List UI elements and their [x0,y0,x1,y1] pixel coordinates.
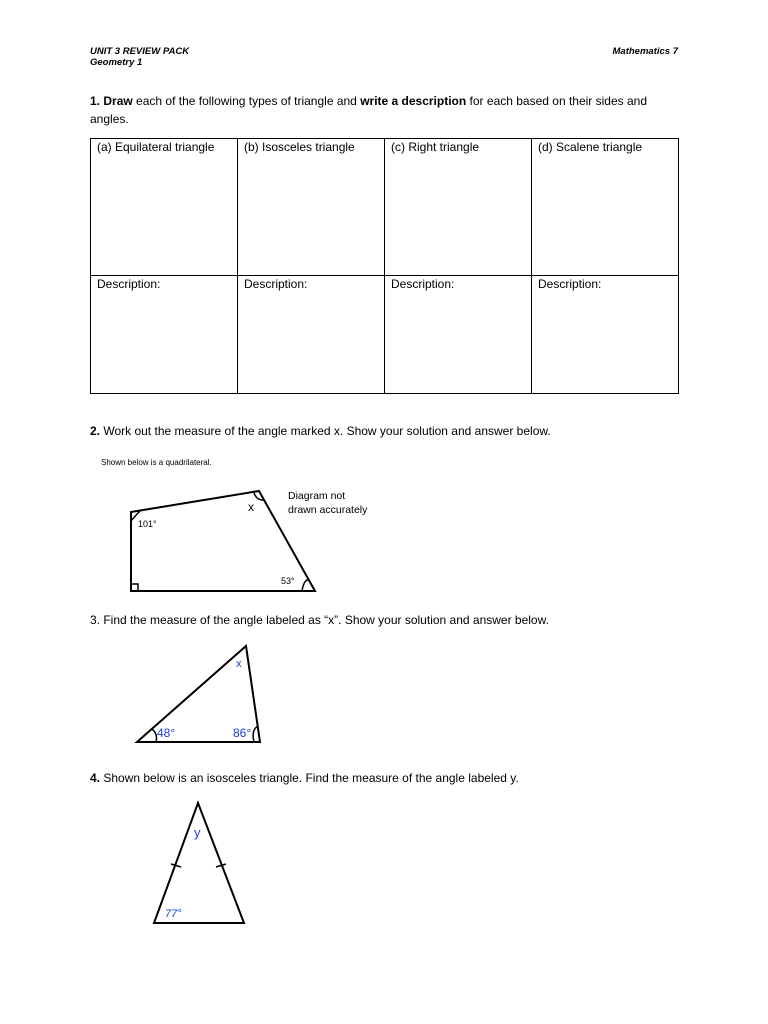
table-row-description [91,276,679,394]
pack-title: UNIT 3 REVIEW PACK [90,46,190,57]
drawing-cell-right[interactable]: (c) Right triangle [385,139,532,276]
document-header [90,46,189,68]
description-cell-isosceles[interactable]: Description: [238,276,385,394]
q2-number: 2. [90,424,101,438]
table-row-drawing [91,139,679,276]
quadrilateral-figure [90,450,390,600]
pack-subtitle: Geometry 1 [90,57,143,68]
drawing-cell-isosceles[interactable]: (b) Isosceles triangle [238,139,385,276]
diagram-note-line2: drawn accurately [288,504,368,516]
right-angle-mark [131,584,138,591]
figure-caption: Shown below is a quadrilateral. [101,458,212,467]
drawing-cell-equilateral[interactable]: (a) Equilateral triangle [91,139,238,276]
drawing-cell-scalene[interactable]: (d) Scalene triangle [532,139,679,276]
description-cell-equilateral[interactable]: Description: [91,276,238,394]
angle-label-48: 48° [157,726,176,740]
diagram-note-line1: Diagram not [288,490,346,502]
q1-bold-draw: Draw [103,94,133,108]
triangle-figure-q3 [130,640,270,750]
angle-arc-bottom-right [302,580,309,591]
angle-label-101: 101° [138,519,157,529]
angle-label-y: y [194,825,201,840]
angle-label-86: 86° [233,726,252,740]
q4-number: 4. [90,771,101,785]
triangle-table [90,138,679,394]
question-1 [90,92,680,128]
question-4 [90,769,680,787]
q1-number: 1. [90,94,101,108]
q1-bold-description: write a description [360,94,467,108]
q2-text: Work out the measure of the angle marked x. Show your solution and answer below. [100,424,551,438]
description-cell-right[interactable]: Description: [385,276,532,394]
q1-text-part1: each of the following types of triangle and [132,94,361,108]
angle-label-x-q3: x [236,658,242,670]
isosceles-figure-q4 [148,798,258,930]
description-cell-scalene[interactable]: Description: [532,276,679,394]
angle-label-77: 77° [165,908,182,920]
triangle-shape-q4 [154,803,244,923]
q4-text: Shown below is an isosceles triangle. Find the measure of the angle labeled y. [100,771,519,785]
angle-label-53: 53° [281,576,295,586]
subject-label: Mathematics 7 [612,46,678,57]
q1-text-part2: for each based on their sides and angles. [90,94,648,126]
angle-label-x: x [248,500,254,514]
question-2 [90,422,680,440]
question-3: 3. Find the measure of the angle labeled as “x”. Show your solution and answer below. [90,613,549,627]
angle-arc-48 [152,729,157,742]
